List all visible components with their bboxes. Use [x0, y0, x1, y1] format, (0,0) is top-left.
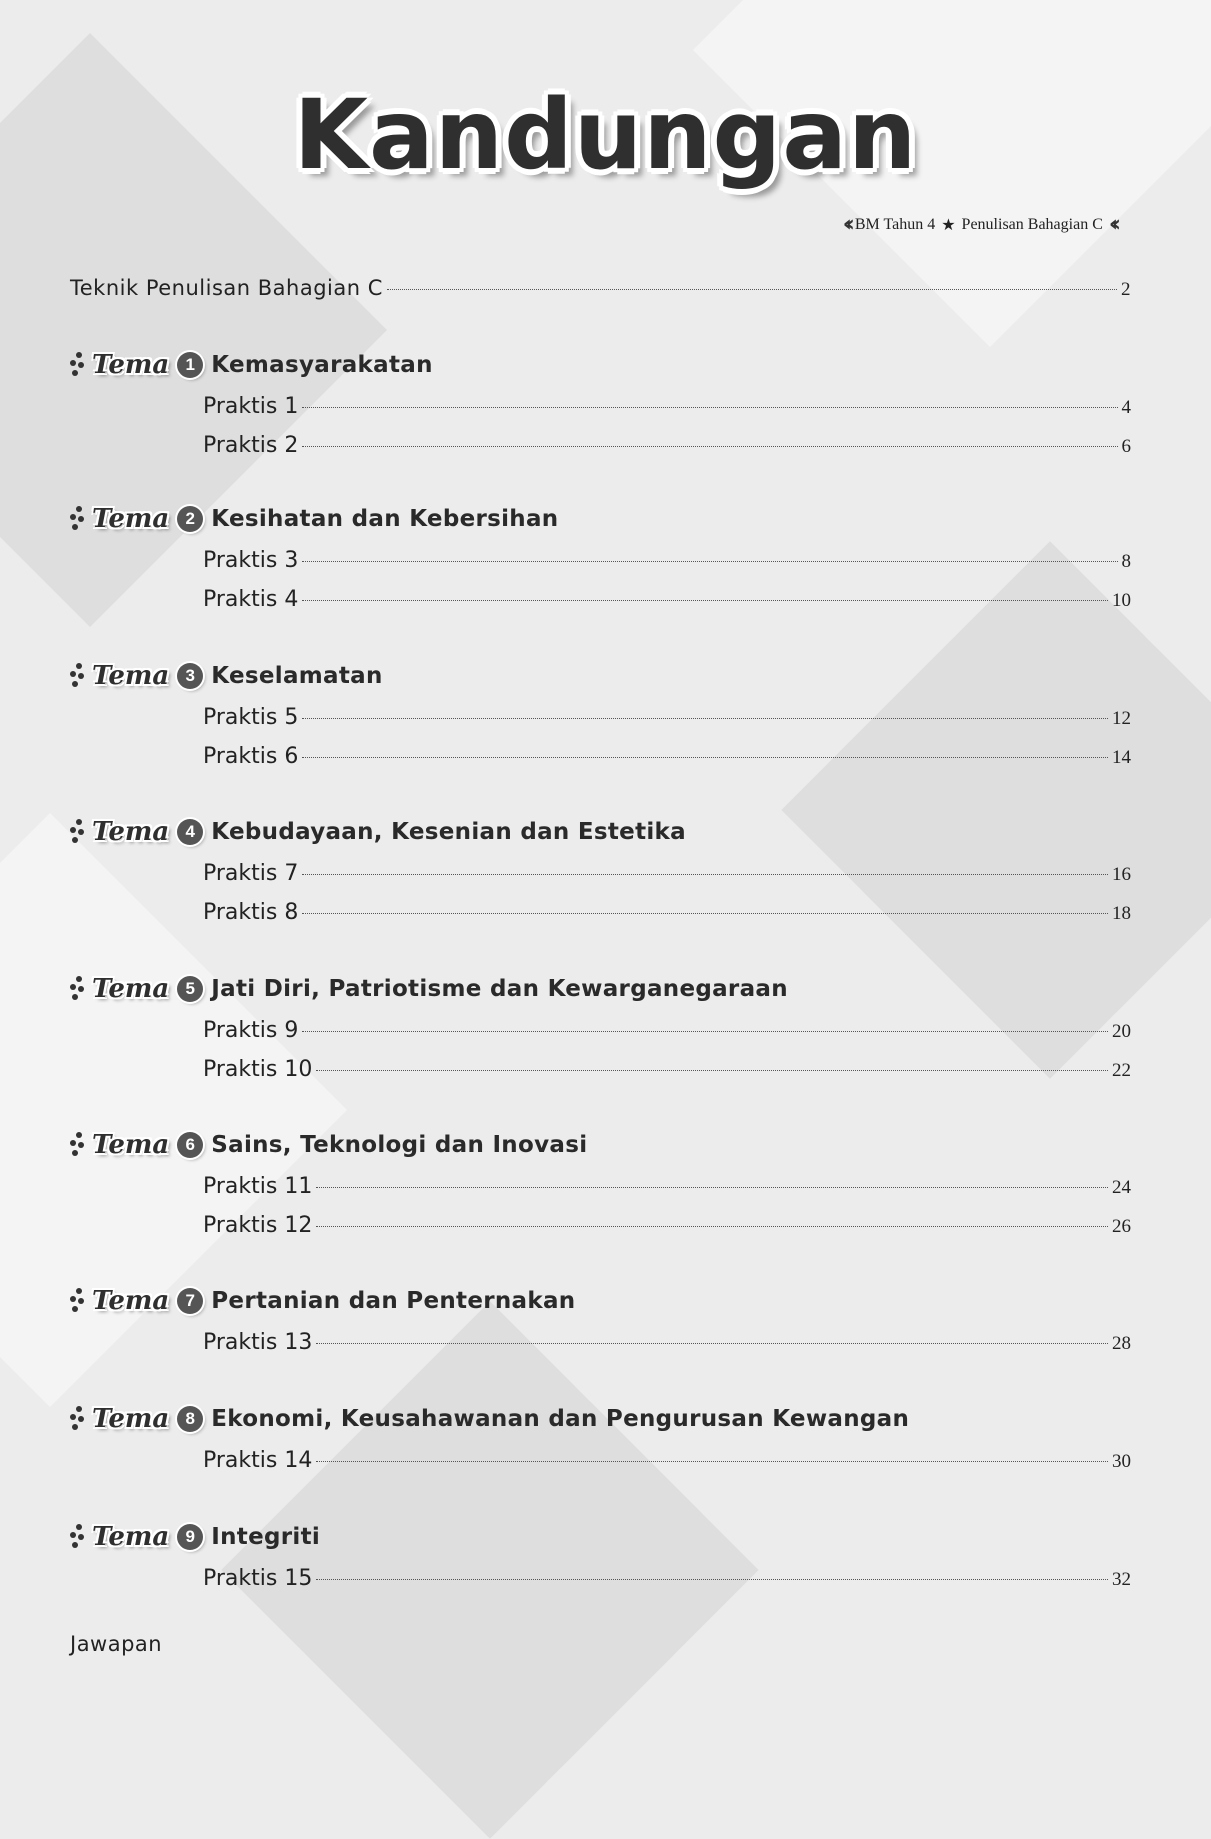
tema-logo [70, 974, 169, 1004]
dot-leader [302, 407, 1117, 408]
toc-praktis-row[interactable] [203, 433, 1131, 458]
page-number: 14 [1112, 747, 1131, 768]
tema-word: Tema [92, 350, 170, 380]
dots-icon [70, 1406, 88, 1434]
tema-number: 2 [177, 506, 203, 532]
toc-praktis-row[interactable] [203, 1448, 1131, 1473]
dots-icon [70, 976, 88, 1004]
page-title: Kandungan [293, 79, 918, 191]
toc-jawapan[interactable]: Jawapan [70, 1632, 163, 1656]
toc-praktis-row[interactable] [203, 900, 1131, 925]
dot-leader [302, 718, 1108, 719]
double-chevron-left-icon: ‹‹ [842, 212, 849, 237]
header-subtitle [843, 212, 1115, 237]
tema-word: Tema [92, 1522, 170, 1552]
praktis-label: Praktis 3 [203, 548, 299, 573]
praktis-label: Praktis 5 [203, 705, 299, 730]
praktis-label: Praktis 4 [203, 587, 299, 612]
toc-praktis-row[interactable] [203, 1330, 1131, 1355]
praktis-label: Praktis 8 [203, 900, 299, 925]
praktis-label: Praktis 14 [203, 1448, 313, 1473]
dot-leader [302, 600, 1108, 601]
tema-word: Tema [92, 974, 170, 1004]
page-number: 6 [1121, 436, 1131, 457]
tema-logo [70, 661, 169, 691]
toc-praktis-row[interactable] [203, 744, 1131, 769]
page-number: 8 [1121, 551, 1131, 572]
tema-logo [70, 1522, 169, 1552]
tema-word: Tema [92, 504, 170, 534]
tema-word: Tema [92, 661, 170, 691]
tema-logo [70, 504, 169, 534]
tema-heading[interactable] [70, 1522, 320, 1552]
dot-leader [316, 1343, 1108, 1344]
dot-leader [302, 1031, 1108, 1032]
page-number: 24 [1112, 1177, 1131, 1198]
tema-heading[interactable] [70, 1130, 587, 1160]
tema-logo [70, 1286, 169, 1316]
page-number: 32 [1112, 1569, 1131, 1590]
dot-leader [302, 446, 1117, 447]
tema-number: 9 [177, 1524, 203, 1550]
page-number: 16 [1112, 864, 1131, 885]
praktis-label: Praktis 7 [203, 861, 299, 886]
praktis-label: Praktis 13 [203, 1330, 313, 1355]
tema-word: Tema [92, 1286, 170, 1316]
tema-word: Tema [92, 1130, 170, 1160]
tema-title: Kesihatan dan Kebersihan [211, 506, 559, 532]
page-number: 28 [1112, 1333, 1131, 1354]
tema-heading[interactable] [70, 1286, 575, 1316]
toc-praktis-row[interactable] [203, 587, 1131, 612]
toc-praktis-row[interactable] [203, 1213, 1131, 1238]
praktis-label: Praktis 10 [203, 1057, 313, 1082]
tema-title: Kebudayaan, Kesenian dan Estetika [211, 819, 686, 845]
tema-title: Jati Diri, Patriotisme dan Kewarganegaraan [211, 976, 788, 1002]
section-name: Penulisan Bahagian C [961, 215, 1103, 233]
star-icon: ★ [941, 216, 956, 234]
toc-praktis-row[interactable] [203, 548, 1131, 573]
dot-leader [302, 757, 1108, 758]
page-number: 22 [1112, 1060, 1131, 1081]
tema-title: Kemasyarakatan [211, 352, 433, 378]
page-number: 2 [1121, 279, 1131, 300]
dot-leader [316, 1226, 1108, 1227]
dots-icon [70, 1132, 88, 1160]
tema-logo [70, 1130, 169, 1160]
toc-praktis-row[interactable] [203, 861, 1131, 886]
page-number: 30 [1112, 1451, 1131, 1472]
praktis-label: Praktis 12 [203, 1213, 313, 1238]
tema-heading[interactable] [70, 817, 686, 847]
page-number: 10 [1112, 590, 1131, 611]
book-name: BM Tahun 4 [854, 215, 936, 233]
tema-title: Integriti [211, 1524, 321, 1550]
tema-heading[interactable] [70, 504, 558, 534]
dots-icon [70, 663, 88, 691]
tema-word: Tema [92, 1404, 170, 1434]
dots-icon [70, 819, 88, 847]
toc-praktis-row[interactable] [203, 705, 1131, 730]
tema-heading[interactable] [70, 661, 383, 691]
praktis-label: Praktis 6 [203, 744, 299, 769]
tema-logo [70, 817, 169, 847]
dot-leader [302, 913, 1108, 914]
toc-praktis-row[interactable] [203, 394, 1131, 419]
toc-intro-row[interactable] [70, 276, 1131, 301]
dot-leader [302, 874, 1108, 875]
tema-title: Keselamatan [211, 663, 383, 689]
double-chevron-left-icon: ‹‹ [1108, 212, 1115, 237]
dots-icon [70, 506, 88, 534]
dots-icon [70, 1524, 88, 1552]
praktis-label: Praktis 9 [203, 1018, 299, 1043]
tema-number: 3 [177, 663, 203, 689]
dot-leader [316, 1187, 1108, 1188]
toc-praktis-row[interactable] [203, 1174, 1131, 1199]
tema-logo [70, 350, 169, 380]
tema-number: 7 [177, 1288, 203, 1314]
tema-number: 4 [177, 819, 203, 845]
tema-number: 5 [177, 976, 203, 1002]
dots-icon [70, 1288, 88, 1316]
praktis-label: Praktis 11 [203, 1174, 313, 1199]
dot-leader [316, 1070, 1108, 1071]
tema-heading[interactable] [70, 1404, 909, 1434]
tema-word: Tema [92, 817, 170, 847]
tema-number: 1 [177, 352, 203, 378]
page-number: 18 [1112, 903, 1131, 924]
toc-intro-label: Teknik Penulisan Bahagian C [70, 276, 383, 300]
tema-title: Sains, Teknologi dan Inovasi [211, 1132, 588, 1158]
toc-praktis-row[interactable] [203, 1057, 1131, 1082]
tema-heading[interactable] [70, 350, 433, 380]
praktis-label: Praktis 1 [203, 394, 299, 419]
page-number: 20 [1112, 1021, 1131, 1042]
tema-logo [70, 1404, 169, 1434]
tema-title: Pertanian dan Penternakan [211, 1288, 576, 1314]
dot-leader [316, 1461, 1108, 1462]
praktis-label: Praktis 2 [203, 433, 299, 458]
page-number: 4 [1121, 397, 1131, 418]
page-number: 26 [1112, 1216, 1131, 1237]
page-number: 12 [1112, 708, 1131, 729]
tema-number: 8 [177, 1406, 203, 1432]
dot-leader [387, 289, 1117, 290]
toc-praktis-row[interactable] [203, 1566, 1131, 1591]
dot-leader [316, 1579, 1108, 1580]
dot-leader [302, 561, 1117, 562]
dots-icon [70, 352, 88, 380]
tema-heading[interactable] [70, 974, 788, 1004]
tema-number: 6 [177, 1132, 203, 1158]
toc-praktis-row[interactable] [203, 1018, 1131, 1043]
tema-title: Ekonomi, Keusahawanan dan Pengurusan Kewangan [211, 1406, 910, 1432]
praktis-label: Praktis 15 [203, 1566, 313, 1591]
